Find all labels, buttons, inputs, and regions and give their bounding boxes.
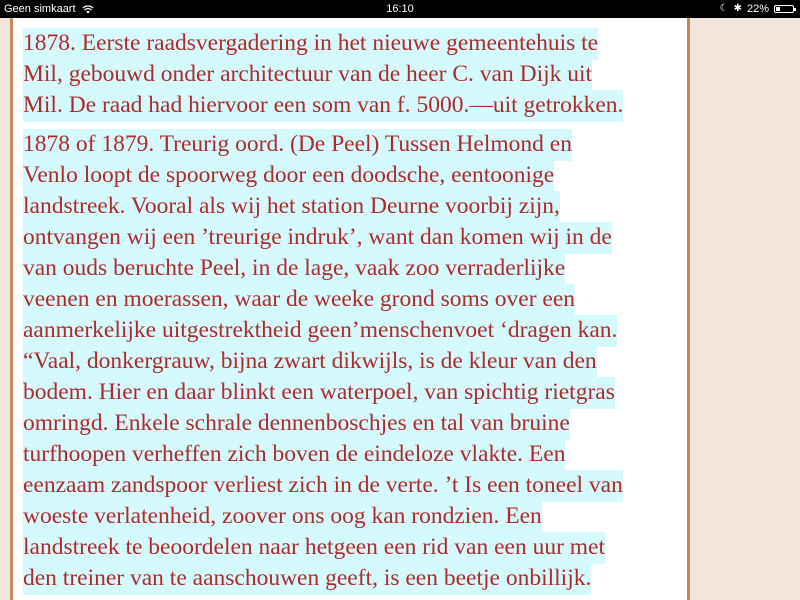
status-carrier-group	[4, 0, 94, 18]
text-line-row	[23, 59, 685, 90]
highlighted-text-line[interactable]: “Vaal, donkergrauw, bijna zwart dikwijls, is de kleur van den	[23, 346, 597, 378]
text-line-row	[23, 253, 685, 284]
battery-percent: 22%	[746, 3, 769, 15]
text-line-row	[23, 439, 685, 470]
text-line-row	[23, 191, 685, 222]
highlighted-text-line[interactable]: Venlo loopt de spoorweg door een doodsche, eentoonige	[23, 160, 554, 192]
highlighted-text-line[interactable]: landstreek. Vooral als wij het station Deurne voorbij zijn,	[23, 191, 560, 223]
highlighted-text-line[interactable]: Mil, gebouwd onder architectuur van de heer C. van Dijk uit	[23, 59, 592, 91]
status-right-group	[720, 0, 794, 18]
highlighted-text-line[interactable]: ontvangen wij een ’treurige indruk’, want dan komen wij in de	[23, 222, 612, 254]
text-line-row	[23, 315, 685, 346]
text-line-row	[23, 90, 685, 121]
highlighted-text-line[interactable]: omringd. Enkele schrale dennenboschjes en tal van bruine	[23, 408, 570, 440]
paragraph	[23, 129, 685, 594]
text-line-row	[23, 222, 685, 253]
bluetooth-icon: ✱	[733, 3, 742, 14]
highlighted-text-line[interactable]: van ouds beruchte Peel, in de lage, vaak zoo verraderlijke	[23, 253, 565, 285]
highlighted-text-line[interactable]: den treiner van te aanschouwen geeft, is een beetje onbillijk.	[23, 563, 591, 595]
highlighted-text-line[interactable]: turfhoopen verheffen zich boven de eindeloze vlakte. Een	[23, 439, 565, 471]
status-time: 16:10	[386, 3, 414, 15]
text-line-row	[23, 408, 685, 439]
text-line-row	[23, 563, 685, 594]
text-line-row	[23, 470, 685, 501]
text-line-row	[23, 28, 685, 59]
status-bar	[0, 0, 800, 18]
highlighted-text-line[interactable]: woeste verlatenheid, zoover ons oog kan rondzien. Een	[23, 501, 542, 533]
text-line-row	[23, 160, 685, 191]
text-line-row	[23, 129, 685, 160]
highlighted-text-line[interactable]: landstreek te beoordelen naar hetgeen een rid van een uur met	[23, 532, 605, 564]
highlighted-text-line[interactable]: 1878. Eerste raadsvergadering in het nieuwe gemeentehuis te	[23, 28, 598, 60]
highlighted-text-line[interactable]: Mil. De raad had hiervoor een som van f. 5000.—uit getrokken.	[23, 90, 623, 122]
text-line-row	[23, 377, 685, 408]
text-line-row	[23, 346, 685, 377]
status-carrier: Geen simkaart	[4, 3, 76, 15]
paragraph	[23, 28, 685, 121]
reader-page[interactable]	[10, 18, 690, 600]
wifi-icon	[82, 5, 94, 14]
highlighted-text-line[interactable]: aanmerkelijke uitgestrektheid geen’menschenvoet ‘dragen kan.	[23, 315, 617, 347]
moon-icon: ☾	[719, 3, 729, 14]
highlighted-text-line[interactable]: eenzaam zandspoor verliest zich in de verte. ’t Is een toneel van	[23, 470, 623, 502]
battery-icon	[774, 5, 794, 13]
highlighted-text-line[interactable]: bodem. Hier en daar blinkt een waterpoel, van spichtig rietgras	[23, 377, 615, 409]
text-line-row	[23, 532, 685, 563]
highlighted-text-line[interactable]: 1878 of 1879. Treurig oord. (De Peel) Tussen Helmond en	[23, 129, 572, 161]
battery-fill	[776, 7, 780, 11]
text-line-row	[23, 501, 685, 532]
text-line-row	[23, 284, 685, 315]
document-text[interactable]	[23, 28, 685, 600]
highlighted-text-line[interactable]: veenen en moerassen, waar de weeke grond soms over een	[23, 284, 575, 316]
